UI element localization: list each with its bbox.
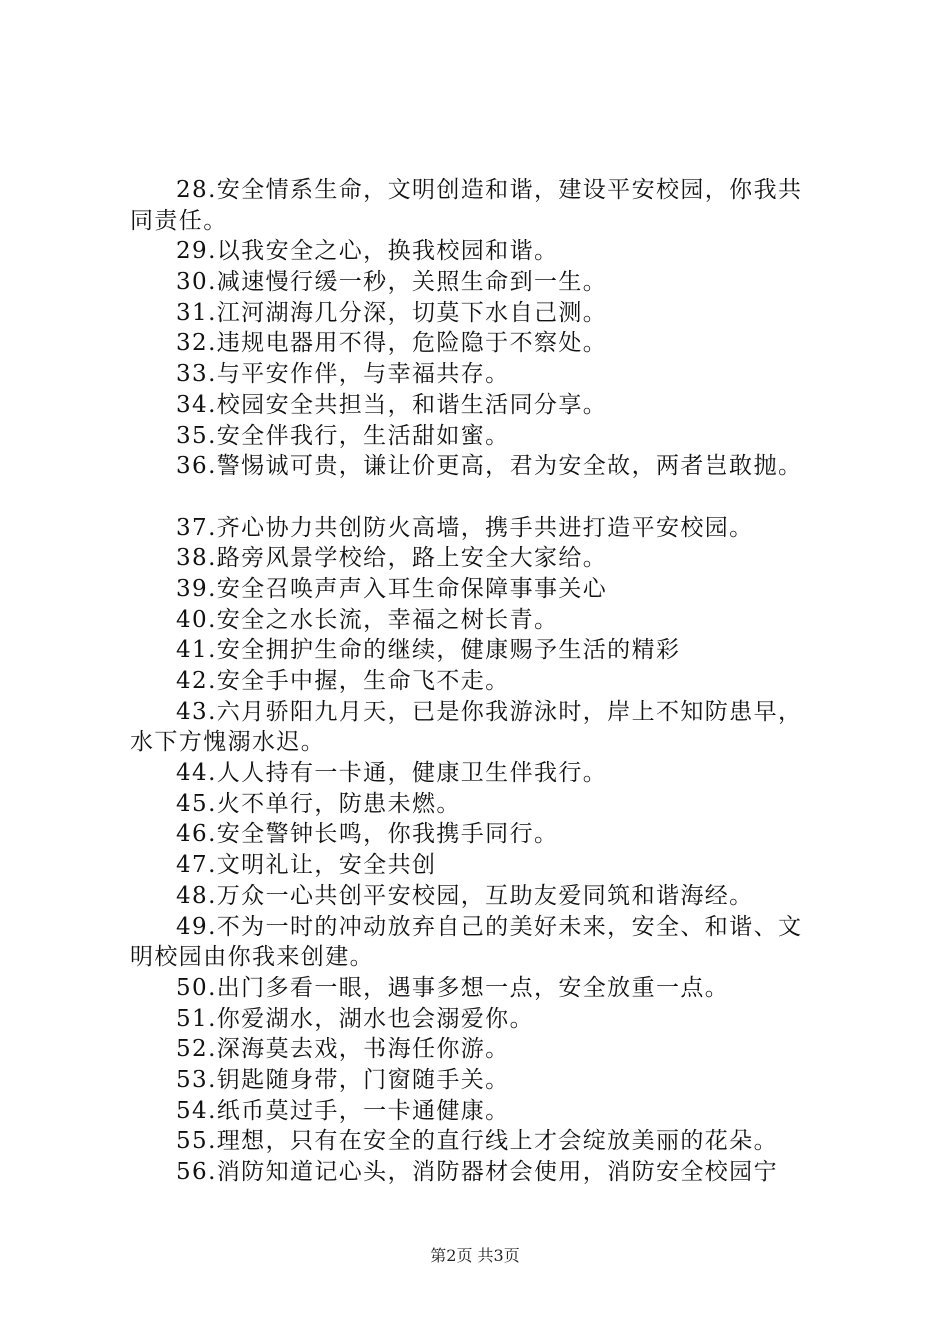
text-line: 44.人人持有一卡通，健康卫生伴我行。 bbox=[176, 760, 608, 787]
text-line: 39.安全召唤声声入耳生命保障事事关心 bbox=[176, 575, 608, 602]
text-line: 49.不为一时的冲动放弃自己的美好未来，安全、和谐、文 bbox=[176, 913, 803, 940]
text-line: 36.警惕诚可贵，谦让价更高，君为安全故，两者岂敢抛。 bbox=[176, 453, 803, 480]
text-line: 31.江河湖海几分深，切莫下水自己测。 bbox=[176, 299, 608, 326]
text-line: 53.钥匙随身带，门窗随手关。 bbox=[176, 1066, 510, 1093]
text-line: 37.齐心协力共创防火高墙，携手共进打造平安校园。 bbox=[176, 514, 754, 541]
text-line: 水下方愧溺水迟。 bbox=[130, 729, 326, 756]
text-line: 45.火不单行，防患未燃。 bbox=[176, 790, 461, 817]
text-line: 34.校园安全共担当，和谐生活同分享。 bbox=[176, 391, 608, 418]
page-number: 第2页 共3页 bbox=[430, 1246, 520, 1265]
document-body bbox=[130, 175, 842, 1188]
text-line: 40.安全之水长流，幸福之树长青。 bbox=[176, 606, 559, 633]
text-line: 29.以我安全之心，换我校园和谐。 bbox=[176, 238, 559, 265]
text-line: 48.万众一心共创平安校园，互助友爱同筑和谐海经。 bbox=[176, 882, 754, 909]
text-line: 42.安全手中握，生命飞不走。 bbox=[176, 668, 510, 694]
blank-line bbox=[130, 482, 842, 513]
text-line: 47.文明礼让，安全共创 bbox=[176, 852, 437, 879]
text-line: 30.减速慢行缓一秒，关照生命到一生。 bbox=[176, 269, 608, 296]
text-line: 28.安全情系生命，文明创造和谐，建设平安校园，你我共 bbox=[176, 177, 803, 203]
text-line: 50.出门多看一眼，遇事多想一点，安全放重一点。 bbox=[176, 974, 730, 1001]
text-line: 54.纸币莫过手，一卡通健康。 bbox=[176, 1097, 510, 1124]
text-line: 46.安全警钟长鸣，你我携手同行。 bbox=[176, 821, 559, 848]
text-line: 41.安全拥护生命的继续，健康赐予生活的精彩 bbox=[176, 637, 681, 664]
text-line: 43.六月骄阳九月天，已是你我游泳时，岸上不知防患早， bbox=[176, 698, 803, 725]
text-line: 52.深海莫去戏，书海任你游。 bbox=[176, 1036, 510, 1063]
text-line: 同责任。 bbox=[130, 207, 228, 234]
text-line: 32.违规电器用不得，危险隐于不察处。 bbox=[176, 330, 608, 357]
text-line: 35.安全伴我行，生活甜如蜜。 bbox=[176, 422, 510, 449]
text-line: 55.理想，只有在安全的直行线上才会绽放美丽的花朵。 bbox=[176, 1128, 778, 1155]
text-line: 38.路旁风景学校给，路上安全大家给。 bbox=[176, 545, 608, 572]
page-footer bbox=[0, 1243, 950, 1266]
text-line: 51.你爱湖水，湖水也会溺爱你。 bbox=[176, 1005, 534, 1032]
text-line: 56.消防知道记心头，消防器材会使用，消防安全校园宁 bbox=[176, 1159, 778, 1185]
text-line: 33.与平安作伴，与幸福共存。 bbox=[176, 361, 510, 388]
text-line: 明校园由你我来创建。 bbox=[130, 944, 374, 971]
